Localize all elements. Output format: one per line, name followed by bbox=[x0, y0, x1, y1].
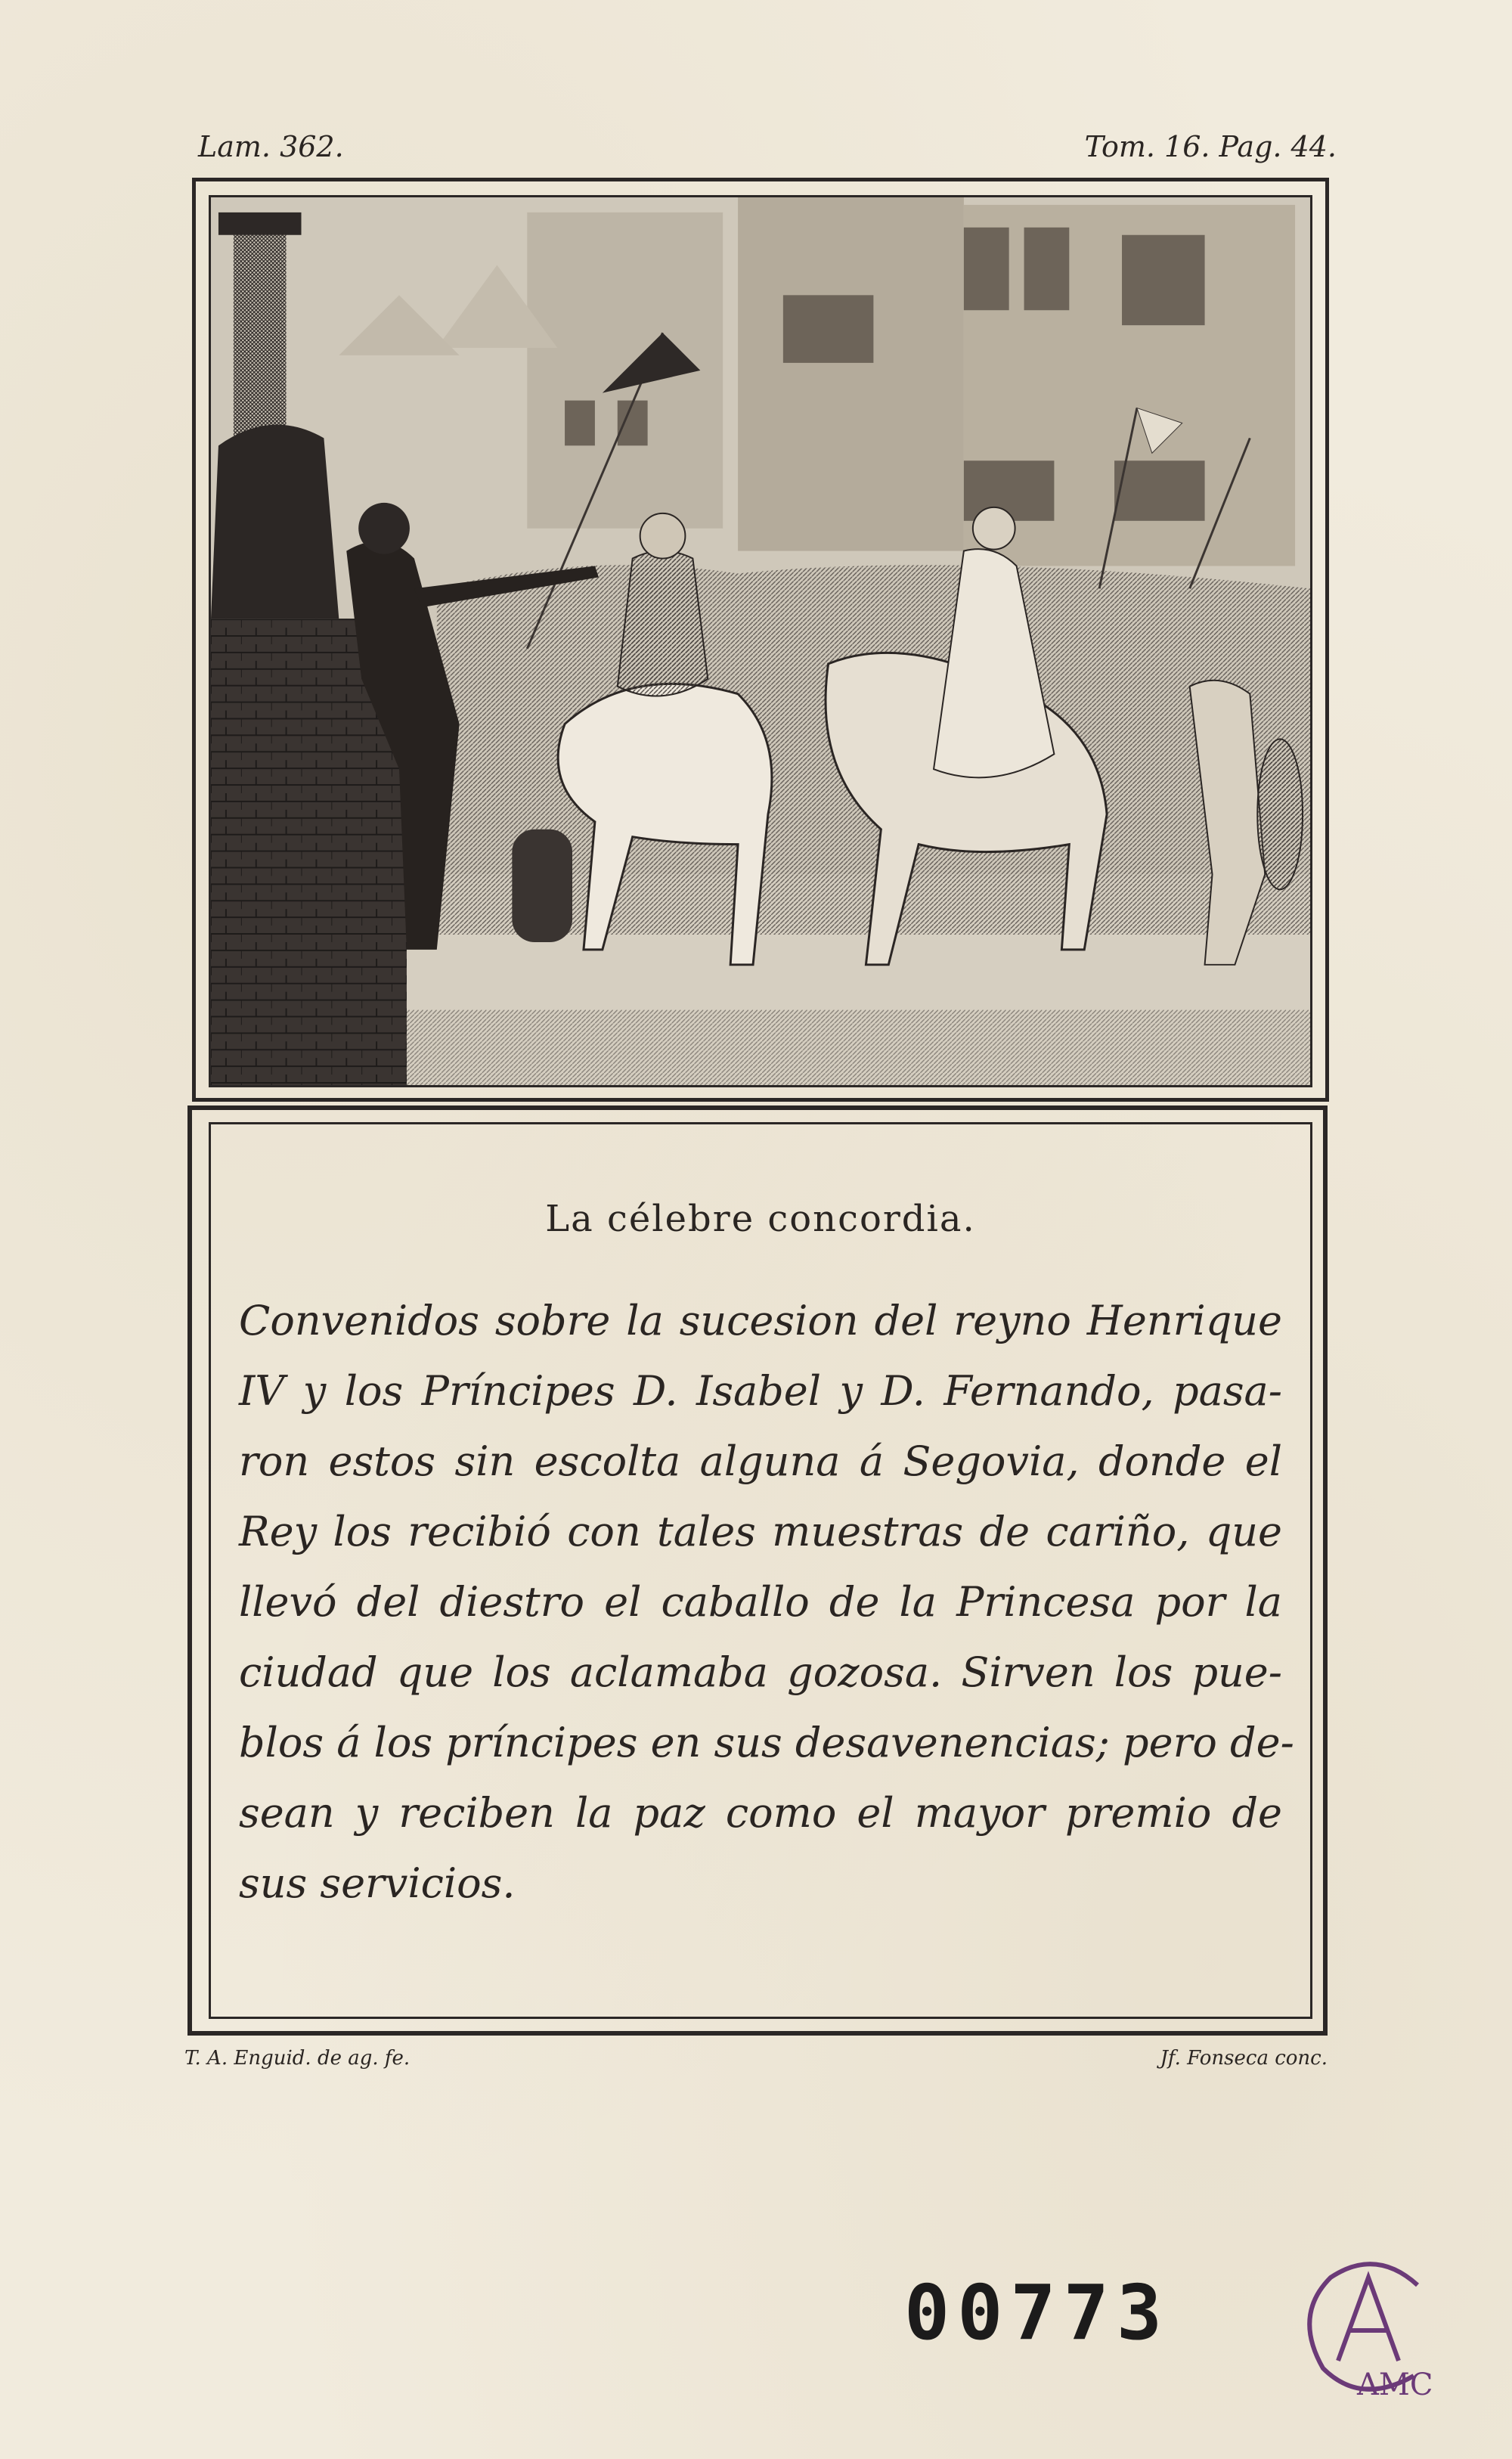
monogram-stamp-icon bbox=[1285, 2240, 1452, 2414]
caption-line: Rey los recibió con tales muestras de cariño, que bbox=[239, 1508, 1282, 1555]
engraving-scene bbox=[211, 197, 1310, 1085]
caption-line: sus servicios. bbox=[239, 1859, 516, 1907]
caption-line: sean y reciben la paz como el mayor premio de bbox=[239, 1789, 1282, 1837]
king-figure bbox=[618, 551, 708, 696]
shield bbox=[1257, 739, 1303, 889]
caption-title: La célebre concordia. bbox=[545, 1198, 976, 1240]
caption-line: llevó del diestro el caballo de la Princesa por la bbox=[239, 1578, 1282, 1626]
catalog-number-stamp: 00773 bbox=[904, 2268, 1170, 2357]
caption-line: ron estos sin escolta alguna á Segovia, donde el bbox=[239, 1437, 1282, 1485]
illustration-engraving bbox=[209, 195, 1312, 1087]
collection-stamp bbox=[1285, 2240, 1452, 2414]
engraver-credit: Jf. Fonseca conc. bbox=[1160, 2047, 1328, 2070]
bollard bbox=[512, 829, 572, 942]
spectators bbox=[211, 425, 339, 619]
caption-line: IV y los Príncipes D. Isabel y D. Fernando, pasa- bbox=[239, 1367, 1282, 1415]
designer-credit: T. A. Enguid. de ag. fe. bbox=[184, 2047, 411, 2070]
caption-line: blos á los príncipes en sus desavenencias; pero de- bbox=[239, 1719, 1294, 1766]
caption-body bbox=[239, 1285, 1294, 1918]
caption-line: ciudad que los aclamaba gozosa. Sirven los pue- bbox=[239, 1648, 1282, 1696]
building-center bbox=[738, 197, 964, 551]
plate-number: Lam. 362. bbox=[198, 130, 344, 163]
volume-page-reference: Tom. 16. Pag. 44. bbox=[1084, 130, 1337, 163]
caption-line: Convenidos sobre la sucesion del reyno Henrique bbox=[239, 1297, 1282, 1344]
stamp-letters: AMC bbox=[1357, 2368, 1433, 2402]
